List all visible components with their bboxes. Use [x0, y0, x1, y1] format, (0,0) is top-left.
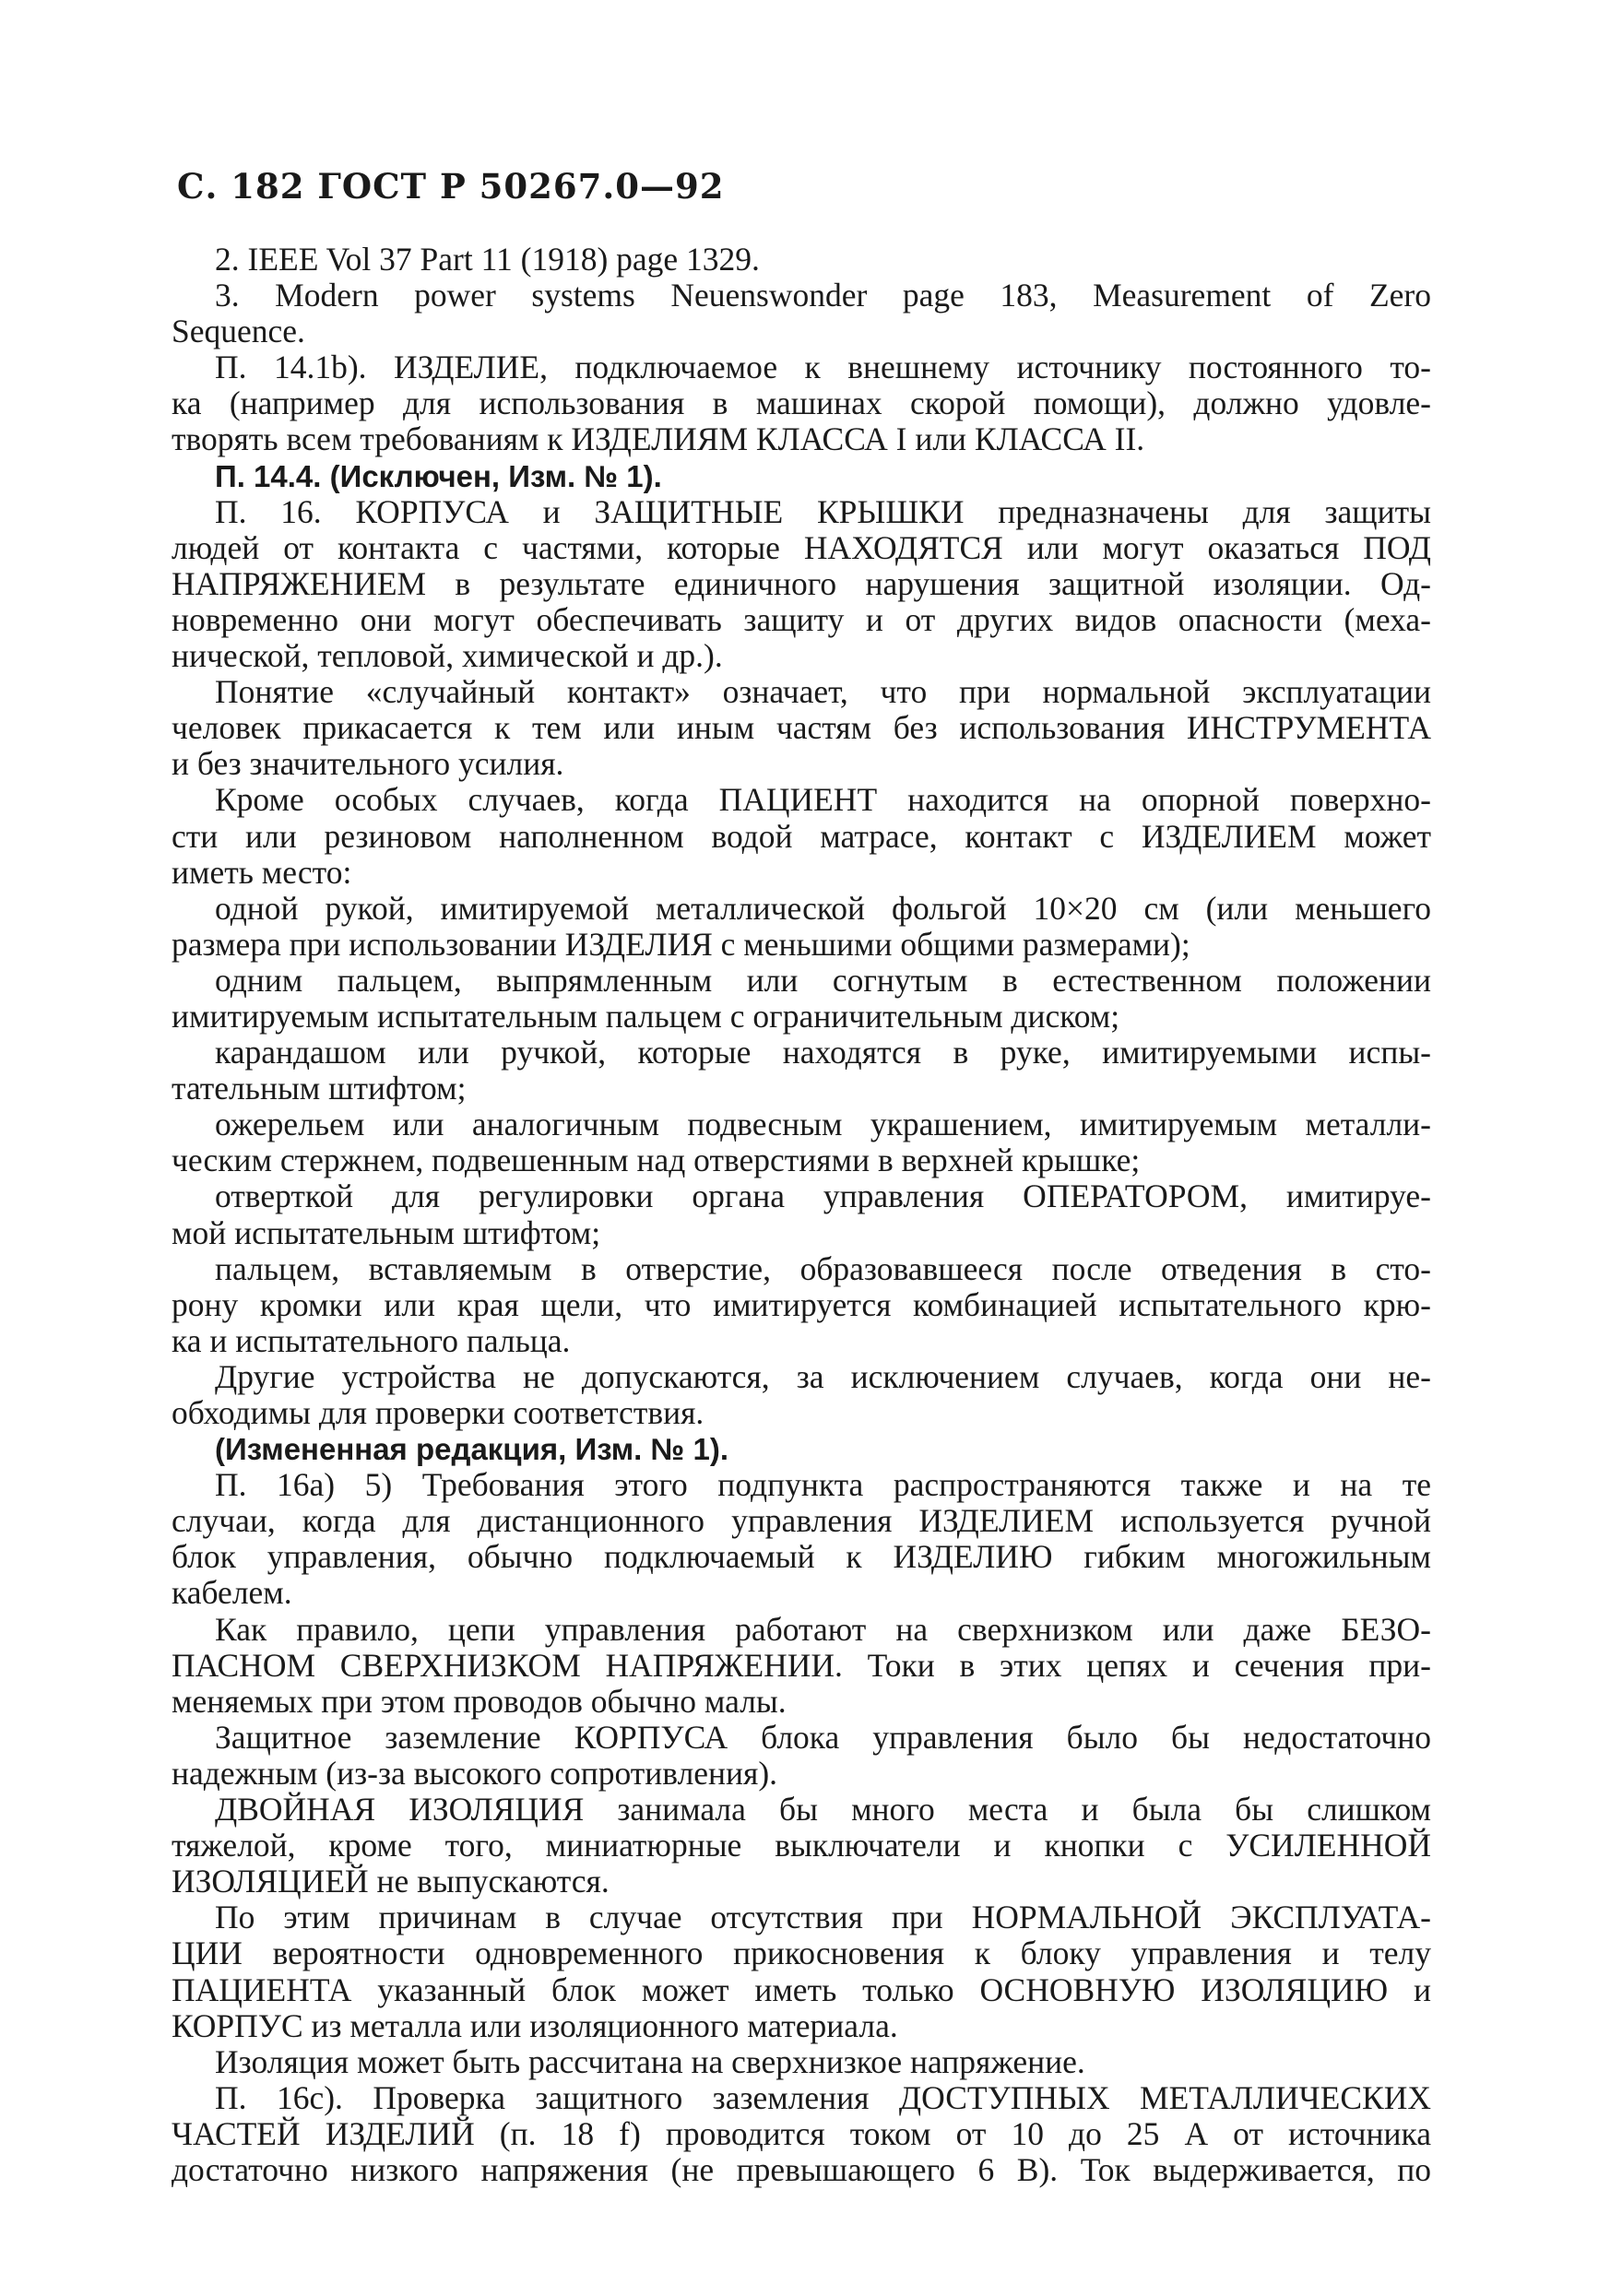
document-body [172, 242, 1431, 2188]
text-line: ПАСНОМ СВЕРХНИЗКОМ НАПРЯЖЕНИИ. Токи в этих цепях и сечения при- [172, 1646, 1431, 1684]
reference-3 [172, 278, 1431, 349]
text-line: мой испытательным штифтом; [172, 1213, 601, 1251]
text-line: одним пальцем, выпрямленным или согнутым в естественном положении [215, 961, 1431, 999]
text-line: новременно они могут обеспечивать защиту и от других видов опасности (меха- [172, 600, 1431, 638]
paragraph-special-cases [172, 782, 1431, 890]
text-line: П. 14.1b). ИЗДЕЛИЕ, подключаемое к внешнему источнику постоянного то- [215, 349, 1431, 386]
paragraph-control-circuits [172, 1612, 1431, 1720]
paragraph-14-4 [172, 458, 1431, 494]
text-line: ЦИИ вероятности одновременного прикосновения к блоку управления и телу [172, 1935, 1431, 1972]
paragraph-reasons [172, 1900, 1431, 2043]
text-line: тяжелой, кроме того, миниатюрные выключатели и кнопки с УСИЛЕННОЙ [172, 1827, 1431, 1864]
text-line: ИЗОЛЯЦИЕЙ не выпускаются. [172, 1863, 610, 1900]
text-line: Как правило, цепи управления работают на сверхнизком или даже БЕЗО- [215, 1610, 1431, 1648]
paragraph-insulation-voltage [172, 2044, 1431, 2080]
text-line: Изоляция может быть рассчитана на сверхнизкое напряжение. [215, 2042, 1085, 2080]
text-line: надежным (из-за высокого сопротивления). [172, 1754, 778, 1792]
text-line: 3. Modern power systems Neuenswonder page 183, Measurement of Zero [215, 277, 1431, 314]
amendment-note [172, 1431, 1431, 1467]
paragraph-16 [172, 494, 1431, 674]
text-line: блок управления, обычно подключаемый к ИЗДЕЛИЮ гибким многожильным [172, 1538, 1431, 1576]
text-line: отверткой для регулировки органа управления ОПЕРАТОРОМ, имитируе- [215, 1178, 1431, 1215]
paragraph-accidental-contact [172, 674, 1431, 782]
text-line: нической, тепловой, химической и др.). [172, 637, 723, 675]
text-line: иметь место: [172, 853, 352, 891]
list-item-hand [172, 891, 1431, 963]
list-item-finger [172, 963, 1431, 1035]
text-line: По этим причинам в случае отсутствия при НОРМАЛЬНОЙ ЭКСПЛУАТА- [215, 1899, 1431, 1936]
text-line: П. 14.4. (Исключен, Изм. № 1). [215, 458, 662, 493]
page-header: С. 182 ГОСТ Р 50267.0—92 [177, 166, 725, 207]
text-line: Sequence. [172, 313, 305, 350]
text-line: П. 16с). Проверка защитного заземления ДОСТУПНЫХ МЕТАЛЛИЧЕСКИХ [215, 2078, 1431, 2116]
list-item-necklace [172, 1107, 1431, 1178]
paragraph-protective-earth [172, 1720, 1431, 1792]
text-line: достаточно низкого напряжения (не превышающего 6 В). Ток выдерживается, по [172, 2150, 1431, 2188]
text-line: размера при использовании ИЗДЕЛИЯ с меньшими общими размерами); [172, 925, 1190, 963]
text-line: меняемых при этом проводов обычно малы. [172, 1682, 787, 1720]
text-line: (Измененная редакция, Изм. № 1). [215, 1432, 728, 1467]
text-line: П. 16. КОРПУСА и ЗАЩИТНЫЕ КРЫШКИ предназначены для защиты [215, 492, 1431, 530]
text-line: Защитное заземление КОРПУСА блока управления было бы недостаточно [215, 1718, 1431, 1756]
list-item-inserted-finger [172, 1251, 1431, 1359]
paragraph-14-1b [172, 349, 1431, 457]
list-item-screwdriver [172, 1178, 1431, 1250]
text-line: П. 16a) 5) Требования этого подпункта распространяются также и на те [215, 1466, 1431, 1504]
text-line: рону кромки или края щели, что имитируется комбинацией испытательного крю- [172, 1285, 1431, 1323]
list-item-pencil [172, 1035, 1431, 1107]
text-line: ка (например для использования в машинах скорой помощи), должно удовле- [172, 385, 1431, 422]
text-line: и без значительного усилия. [172, 745, 564, 783]
text-line: случаи, когда для дистанционного управления ИЗДЕЛИЕМ используется ручной [172, 1502, 1431, 1540]
text-line: людей от контакта с частями, которые НАХОДЯТСЯ или могут оказаться ПОД [172, 528, 1431, 566]
text-line: ческим стержнем, подвешенным над отверстиями в верхней крышке; [172, 1142, 1141, 1179]
text-line: кабелем. [172, 1574, 292, 1612]
text-line: сти или резиновом наполненном водой матрасе, контакт с ИЗДЕЛИЕМ может [172, 817, 1431, 855]
text-line: ЧАСТЕЙ ИЗДЕЛИЙ (п. 18 f) проводится током от 10 до 25 А от источника [172, 2114, 1431, 2152]
paragraph-16c [172, 2080, 1431, 2188]
text-line: творять всем требованиям к ИЗДЕЛИЯМ КЛАССА I или КЛАССА II. [172, 420, 1145, 458]
text-line: обходимы для проверки соответствия. [172, 1394, 704, 1431]
text-line: тательным штифтом; [172, 1070, 467, 1107]
text-line: ПАЦИЕНТА указанный блок может иметь только ОСНОВНУЮ ИЗОЛЯЦИЮ и [172, 1971, 1431, 2008]
text-line: одной рукой, имитируемой металлической фольгой 10×20 см (или меньшего [215, 889, 1431, 927]
text-line: ка и испытательного пальца. [172, 1321, 571, 1359]
text-line: имитируемым испытательным пальцем с ограничительным диском; [172, 997, 1120, 1035]
paragraph-16a-5 [172, 1467, 1431, 1611]
text-line: Кроме особых случаев, когда ПАЦИЕНТ находится на опорной поверхно- [215, 781, 1431, 819]
text-line: ожерельем или аналогичным подвесным украшением, имитируемым металли- [215, 1106, 1431, 1143]
text-line: Другие устройства не допускаются, за исключением случаев, когда они не- [215, 1357, 1431, 1395]
paragraph-other-devices [172, 1359, 1431, 1431]
reference-2 [172, 242, 1431, 278]
text-line: ДВОЙНАЯ ИЗОЛЯЦИЯ занимала бы много места и была бы слишком [215, 1791, 1431, 1829]
paragraph-double-insulation [172, 1792, 1431, 1900]
text-line: карандашом или ручкой, которые находятся в руке, имитируемыми испы- [215, 1034, 1431, 1071]
text-line: пальцем, вставляемым в отверстие, образовавшееся после отведения в сто- [215, 1249, 1431, 1287]
text-line: НАПРЯЖЕНИЕМ в результате единичного нарушения защитной изоляции. Од- [172, 564, 1431, 602]
text-line: человек прикасается к тем или иным частям без использования ИНСТРУМЕНТА [172, 709, 1431, 747]
text-line: КОРПУС из металла или изоляционного материала. [172, 2006, 898, 2044]
text-line: Понятие «случайный контакт» означает, что при нормальной эксплуатации [215, 673, 1431, 711]
text-line: 2. IEEE Vol 37 Part 11 (1918) page 1329. [215, 241, 760, 278]
